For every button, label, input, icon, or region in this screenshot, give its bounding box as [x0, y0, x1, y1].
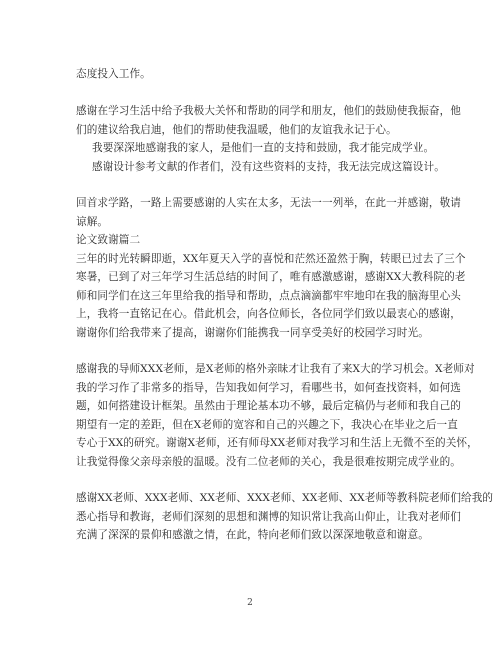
body-text-line: 谅解。	[76, 216, 109, 228]
body-text-line: 我要深深地感谢我的家人，是他们一直的支持和鼓励，我才能完成学业。	[92, 142, 435, 154]
body-text-line: 感谢XX老师、XXX老师、XX老师、XXX老师、XX老师、XX老师等教科院老师们给我的	[76, 492, 494, 504]
page-number: 2	[247, 598, 253, 608]
body-text-line: 三年的时光转瞬即逝，XX年夏天入学的喜悦和茫然还盈然于胸，转眼已过去了三个	[76, 253, 466, 265]
body-text-line: 谢谢你们给我带来了提高，谢谢你们能携我一同享受美好的校园学习时光。	[76, 327, 429, 339]
body-text-line: 悉心指导和教诲，老师们深刻的思想和渊博的知识常让我高山仰止，让我对老师们	[76, 511, 461, 523]
body-text-line: 我的学习作了非常多的指导，告知我如何学习，看哪些书，如何查找资料，如何选	[76, 382, 461, 394]
body-text-line: 感谢在学习生活中给予我极大关怀和帮助的同学和朋友，他们的鼓励使我振奋，他	[76, 105, 461, 117]
body-text-line: 让我觉得像父亲母亲般的温暖。没有二位老师的关心，我是很难按期完成学业的。	[76, 456, 461, 468]
body-text-line: 期望有一定的差距，但在X老师的宽容和自己的兴趣之下，我决心在毕业之后一直	[76, 419, 458, 431]
body-text-line: 寒暑，已到了对三年学习生活总结的时间了，唯有感激感谢，感谢XX大教科院的老	[76, 271, 466, 283]
body-text-line: 专心于XX的研究。谢谢X老师，还有师母XX老师对我学习和生活上无微不至的关怀，	[76, 437, 478, 449]
body-text-line: 题，如何搭建设计框架。虽然由于理论基本功不够，最后定稿仍与老师和我自己的	[76, 400, 461, 412]
body-text-line: 态度投入工作。	[76, 68, 151, 80]
body-text-line: 感谢设计参考文献的作者们，没有这些资料的支持，我无法完成这篇设计。	[92, 161, 445, 173]
body-text-line: 充满了深深的景仰和感激之情，在此，特向老师们致以深深地敬意和谢意。	[76, 529, 429, 541]
body-text-line: 感谢我的导师XXX老师，是X老师的格外亲昧才让我有了来X大的学习机会。X老师对	[76, 363, 475, 375]
section-heading: 论文致谢篇二	[76, 234, 141, 246]
body-text-line: 回首求学路，一路上需要感谢的人实在太多，无法一一列举，在此一并感谢，敬请	[76, 197, 461, 209]
body-text-line: 们的建议给我启迪，他们的帮助使我温暖，他们的友谊我永记于心。	[76, 124, 397, 136]
body-text-line: 师和同学们在这三年里给我的指导和帮助，点点滴滴都牢牢地印在我的脑海里心头	[76, 290, 461, 302]
body-text-line: 上，我将一直铭记在心。借此机会，向各位师长，各位同学们致以最衷心的感谢，	[76, 308, 461, 320]
